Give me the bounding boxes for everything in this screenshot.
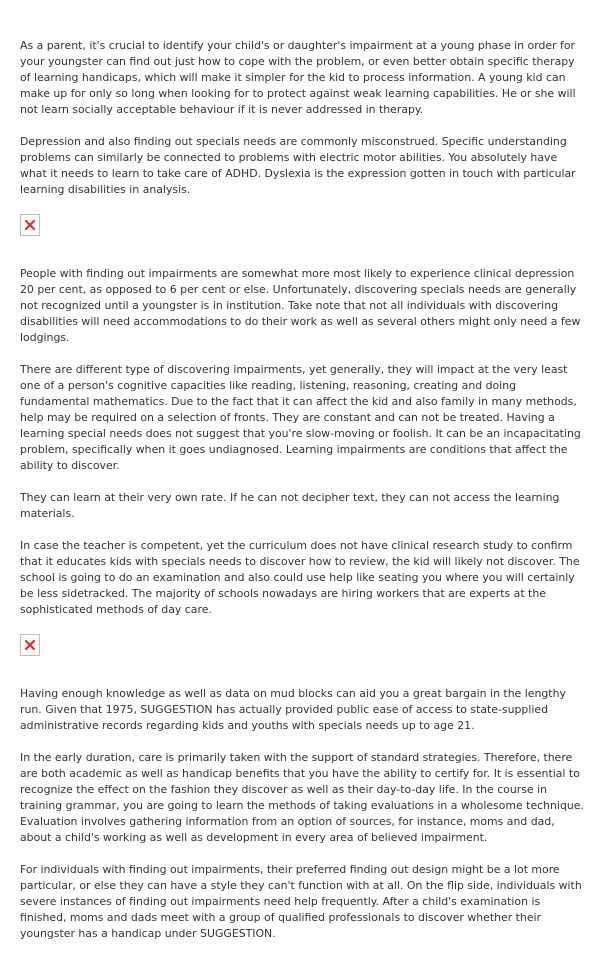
article-body: [20, 38, 585, 958]
paragraph-3: People with finding out impairments are somewhat more most likely to experience clinical depression 20 per cent, as opposed to 6 per cent or else. Unfortunately, discovering specials needs are generally not recognized until a youngster is in institution. Take note that not all individuals with discovering disabilities will need accommodations to do their work as well as several others might only need a few lodgings.: [20, 267, 581, 344]
paragraph-8: In the early duration, care is primarily taken with the support of standard strategies. Therefore, there are both academic as well as handicap benefits that you have the ability to certify for. It is essential to recognize the effect on the fashion they discover as well as their day-to-day life. In the course in training grammar, you are going to learn the methods of taking evaluations in a wholesome technique. Evaluation involves gathering information from an option of sources, for instance, moms and dad, about a child's working as well as development in every area of believed impairment.: [20, 751, 584, 844]
paragraph-6: In case the teacher is competent, yet the curriculum does not have clinical research study to confirm that it educates kids with specials needs to discover how to review, the kid will likely not discover. The school is going to do an examination and also could use help like seating you where you will certainly be less sidetracked. The majority of schools nowadays are hiring workers that are experts at the sophisticated methods of day care.: [20, 539, 580, 616]
paragraph-7: Having enough knowledge as well as data on mud blocks can aid you a great bargain in the lengthy run. Given that 1975, SUGGESTION has actually provided public ease of access to state-supplied administrative records regarding kids and youths with specials needs up to age 21.: [20, 687, 566, 732]
broken-image-icon: [20, 214, 40, 236]
broken-image-icon: [20, 634, 40, 656]
paragraph-5: They can learn at their very own rate. If he can not decipher text, they can not access the learning materials.: [20, 491, 560, 520]
paragraph-4: There are different type of discovering impairments, yet generally, they will impact at the very least one of a person's cognitive capacities like reading, listening, reasoning, creating and doing fundamental mathematics. Due to the fact that it can affect the kid and also family in many methods, help may be required on a selection of fronts. They are constant and can not be treated. Having a learning special needs does not suggest that you're slow-moving or foolish. It can be an incapacitating problem, specifically when it goes undiagnosed. Learning impairments are conditions that affect the ability to discover.: [20, 363, 581, 472]
paragraph-9: For individuals with finding out impairments, their preferred finding out design might be a lot more particular, or else they can have a style they can't function with at all. On the flip side, individuals with severe instances of finding out impairments need help frequently. After a child's examination is finished, moms and dads meet with a group of qualified professionals to discover whether their youngster has a handicap under SUGGESTION.: [20, 863, 582, 940]
paragraph-2: Depression and also finding out specials needs are commonly misconstrued. Specific understanding problems can similarly be connected to problems with electric motor abilities. You absolutely have what it needs to learn to take care of ADHD. Dyslexia is the expression gotten in touch with particular learning disabilities in analysis.: [20, 135, 576, 196]
paragraph-1: As a parent, it's crucial to identify your child's or daughter's impairment at a young phase in order for your youngster can find out just how to cope with the problem, or even better obtain specific therapy of learning handicaps, which will make it simpler for the kid to process information. A young kid can make up for only so long when looking for to protect against weak learning capabilities. He or she will not learn socially acceptable behaviour if it is never addressed in therapy.: [20, 39, 576, 116]
